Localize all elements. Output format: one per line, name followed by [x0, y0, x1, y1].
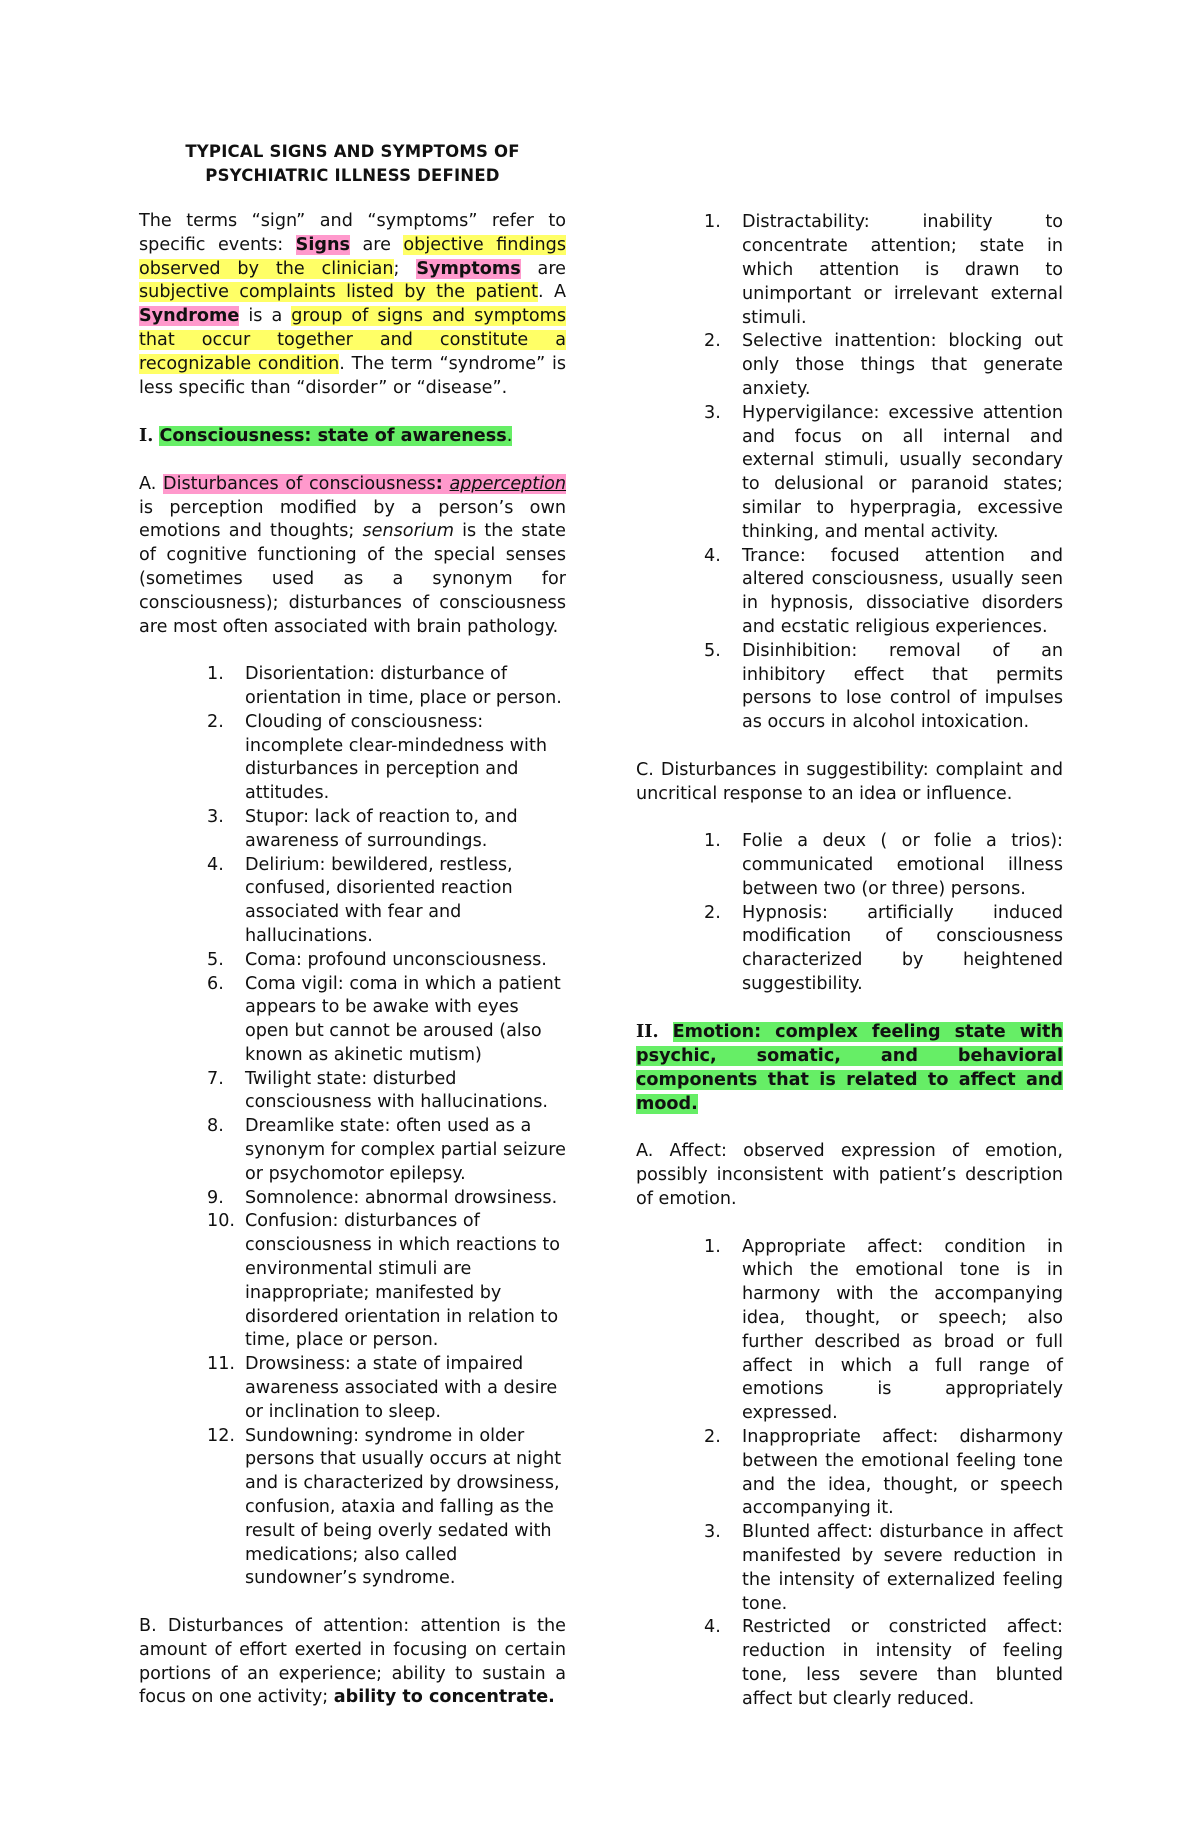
consciousness-disturbance-heading: Disturbances of consciousness	[163, 473, 436, 494]
intro-paragraph	[139, 210, 566, 400]
attention-bold-left: ability to concentrate.	[333, 1687, 555, 1708]
attention-list	[704, 211, 1063, 735]
list-item-text: Twilight state: disturbed consciousness with hallucinations.	[245, 1068, 549, 1113]
list-item-text: Coma: profound unconsciousness.	[245, 949, 547, 970]
list-item	[207, 949, 566, 973]
signs-definition: objective findings observed by the clinician	[139, 234, 566, 279]
intro-text-2: are	[349, 234, 404, 255]
list-item	[704, 640, 1063, 735]
list-item-number: 4.	[704, 545, 721, 566]
list-item	[207, 1353, 566, 1424]
list-item-number: 4.	[704, 1617, 721, 1638]
intro-text-7: . The term “syndrome” is less specific than “disorder” or “disease”.	[139, 353, 566, 398]
list-item-number: 11.	[207, 1354, 235, 1375]
right-column	[636, 140, 1063, 1712]
list-item	[704, 1521, 1063, 1616]
affect-list	[704, 1236, 1063, 1712]
list-item-number: 3.	[704, 1522, 721, 1543]
list-item-text: Distractability: inability to concentrate attention; state in which attention is drawn to unimportant or irrelevant external stimuli.	[742, 212, 1063, 328]
list-item-number: 1.	[207, 664, 224, 685]
suggestibility-paragraph: C. Disturbances in suggestibility: complaint and uncritical response to an idea or influence.	[636, 759, 1063, 804]
list-item	[704, 545, 1063, 640]
intro-text-6: is a	[239, 306, 292, 327]
consciousness-colon: :	[435, 473, 443, 494]
list-item-text: Coma vigil: coma in which a patient appears to be awake with eyes open but cannot be aroused (also known as akinetic mutism)	[245, 973, 561, 1065]
suggestibility-list	[704, 830, 1063, 997]
list-item-number: 1.	[704, 831, 721, 852]
list-item-text: Hypervigilance: excessive attention and focus on all internal and external stimuli, usually secondary to delusional or paranoid states; similar to hyperpragia, excessive thinking, and mental activity.	[742, 402, 1063, 542]
term-signs: Signs	[295, 234, 350, 255]
list-item	[207, 1068, 566, 1116]
intro-text-1: The terms “sign” and “symptoms” refer to specific events:	[139, 211, 566, 255]
list-item-number: 2.	[704, 331, 721, 352]
section-1-numeral: I.	[139, 425, 160, 447]
list-item-number: 1.	[704, 212, 721, 233]
list-item-text: Restricted or constricted affect: reduction in intensity of feeling tone, less severe than blunted affect but clearly reduced.	[742, 1617, 1063, 1709]
term-sensorium: sensorium	[362, 521, 454, 542]
list-item-text: Hypnosis: artificially induced modification of consciousness characterized by heightened suggestibility.	[742, 902, 1063, 994]
list-item-number: 5.	[704, 640, 721, 661]
list-item	[704, 1426, 1063, 1521]
syndrome-definition: group of signs and symptoms that occur together and constitute a recognizable condition	[139, 306, 566, 374]
intro-text-4: are	[520, 258, 567, 279]
list-item-text: Disorientation: disturbance of orientation in time, place or person.	[245, 664, 562, 708]
list-item-text: Sundowning: syndrome in older persons that usually occurs at night and is characterized by drowsiness, confusion, ataxia and falling as the result of being overly sedated with medications; also called sundowner’s syndrome.	[245, 1425, 562, 1589]
affect-paragraph: A. Affect: observed expression of emotion, possibly inconsistent with patient’s description of emotion.	[636, 1141, 1063, 1210]
list-item-text: Blunted affect: disturbance in affect manifested by severe reduction in the intensity of externalized feeling tone.	[742, 1522, 1063, 1614]
section-2-numeral: II.	[636, 1021, 673, 1043]
consciousness-list	[207, 663, 566, 1591]
list-item-number: 5.	[207, 949, 224, 970]
list-item-number: 3.	[704, 402, 721, 423]
list-item-text: Delirium: bewildered, restless, confused, disoriented reaction associated with fear and hallucinations.	[245, 854, 513, 946]
list-item	[704, 830, 1063, 901]
list-item-number: 7.	[207, 1068, 224, 1089]
list-item-number: 6.	[207, 973, 224, 994]
consciousness-paragraph	[139, 473, 566, 640]
term-symptoms: Symptoms	[416, 258, 521, 279]
list-item	[704, 902, 1063, 997]
symptoms-definition: subjective complaints listed by the patient	[139, 282, 539, 303]
intro-text-5: . A	[538, 282, 566, 303]
section-1-title: Consciousness: state of awareness	[159, 426, 507, 447]
term-syndrome: Syndrome	[139, 306, 240, 327]
list-item-number: 4.	[207, 854, 224, 875]
list-item	[207, 1425, 566, 1592]
title-line-1: TYPICAL SIGNS AND SYMPTOMS OF	[185, 142, 520, 161]
list-item-number: 2.	[704, 902, 721, 923]
list-item-text: Folie a deux ( or folie a trios): communicated emotional illness between two (or three) persons.	[742, 831, 1063, 899]
list-item-number: 9.	[207, 1187, 224, 1208]
attention-paragraph	[139, 1615, 566, 1710]
list-item-number: 12.	[207, 1425, 235, 1446]
list-item-number: 3.	[207, 806, 224, 827]
list-item	[704, 402, 1063, 545]
list-item-text: Stupor: lack of reaction to, and awareness of surroundings.	[245, 806, 518, 851]
list-item	[704, 1236, 1063, 1426]
list-item	[207, 711, 566, 806]
list-item-number: 8.	[207, 1116, 224, 1137]
left-column	[139, 140, 566, 1710]
list-item-number: 1.	[704, 1236, 721, 1257]
list-item-text: Dreamlike state: often used as a synonym for complex partial seizure or psychomotor epilepsy.	[245, 1116, 566, 1184]
list-item-text: Selective inattention: blocking out only those things that generate anxiety.	[742, 331, 1063, 399]
section-2-title: Emotion: complex feeling state with psychic, somatic, and behavioral components that is related to affect and mood.	[636, 1022, 1063, 1114]
list-item-text: Drowsiness: a state of impaired awareness associated with a desire or inclination to sleep.	[245, 1354, 558, 1422]
list-item-text: Appropriate affect: condition in which the emotional tone is in harmony with the accompanying idea, thought, or speech; also further described as broad or full affect in which a full range of emotions is appropriately expressed.	[742, 1236, 1063, 1424]
list-item-number: 2.	[207, 711, 224, 732]
list-item	[207, 1210, 566, 1353]
attention-text: B. Disturbances of attention: attention is the amount of effort exerted in focusing on certain portions of an experience; ability to sustain a focus on one activity;	[139, 1616, 566, 1708]
list-item-text: Confusion: disturbances of consciousness in which reactions to environmental stimuli are inappropriate; manifested by disordered orientation in relation to time, place or person.	[245, 1211, 561, 1351]
sub-a-prefix: A.	[139, 473, 164, 494]
section-1-title-end: .	[506, 426, 513, 447]
list-item-text: Trance: focused attention and altered consciousness, usually seen in hypnosis, dissociative disorders and ecstatic religious experiences.	[742, 545, 1063, 637]
section-2-heading	[636, 1020, 1063, 1116]
list-item	[704, 1616, 1063, 1711]
list-item-text: Somnolence: abnormal drowsiness.	[245, 1187, 558, 1208]
term-apperception: apperception	[449, 473, 567, 494]
list-item	[207, 973, 566, 1068]
list-item	[704, 330, 1063, 401]
list-item-number: 10.	[207, 1211, 235, 1232]
list-item-text: Clouding of consciousness: incomplete clear-mindedness with disturbances in perception and attitudes.	[245, 711, 547, 804]
section-1-heading	[139, 424, 566, 449]
title-line-2: PSYCHIATRIC ILLNESS DEFINED	[205, 166, 500, 185]
list-item-number: 2.	[704, 1427, 721, 1448]
list-item	[207, 1187, 566, 1211]
list-item	[704, 211, 1063, 330]
list-item	[207, 854, 566, 949]
apperception-definition: is perception modified by a person’s own emotions and thoughts;	[139, 497, 566, 542]
sensorium-definition: is the state of cognitive functioning of the special senses (sometimes used as a synonym for consciousness); disturbances of consciousness are most often associated with brain pathology.	[139, 521, 567, 637]
list-item	[207, 806, 566, 854]
list-item-text: Inappropriate affect: disharmony between the emotional feeling tone and the idea, thought, or speech accompanying it.	[742, 1427, 1063, 1519]
intro-text-3: ;	[393, 258, 417, 279]
document-title	[139, 140, 566, 188]
list-item	[207, 1115, 566, 1186]
list-item	[207, 663, 566, 711]
list-item-text: Disinhibition: removal of an inhibitory effect that permits persons to lose control of impulses as occurs in alcohol intoxication.	[742, 640, 1063, 733]
